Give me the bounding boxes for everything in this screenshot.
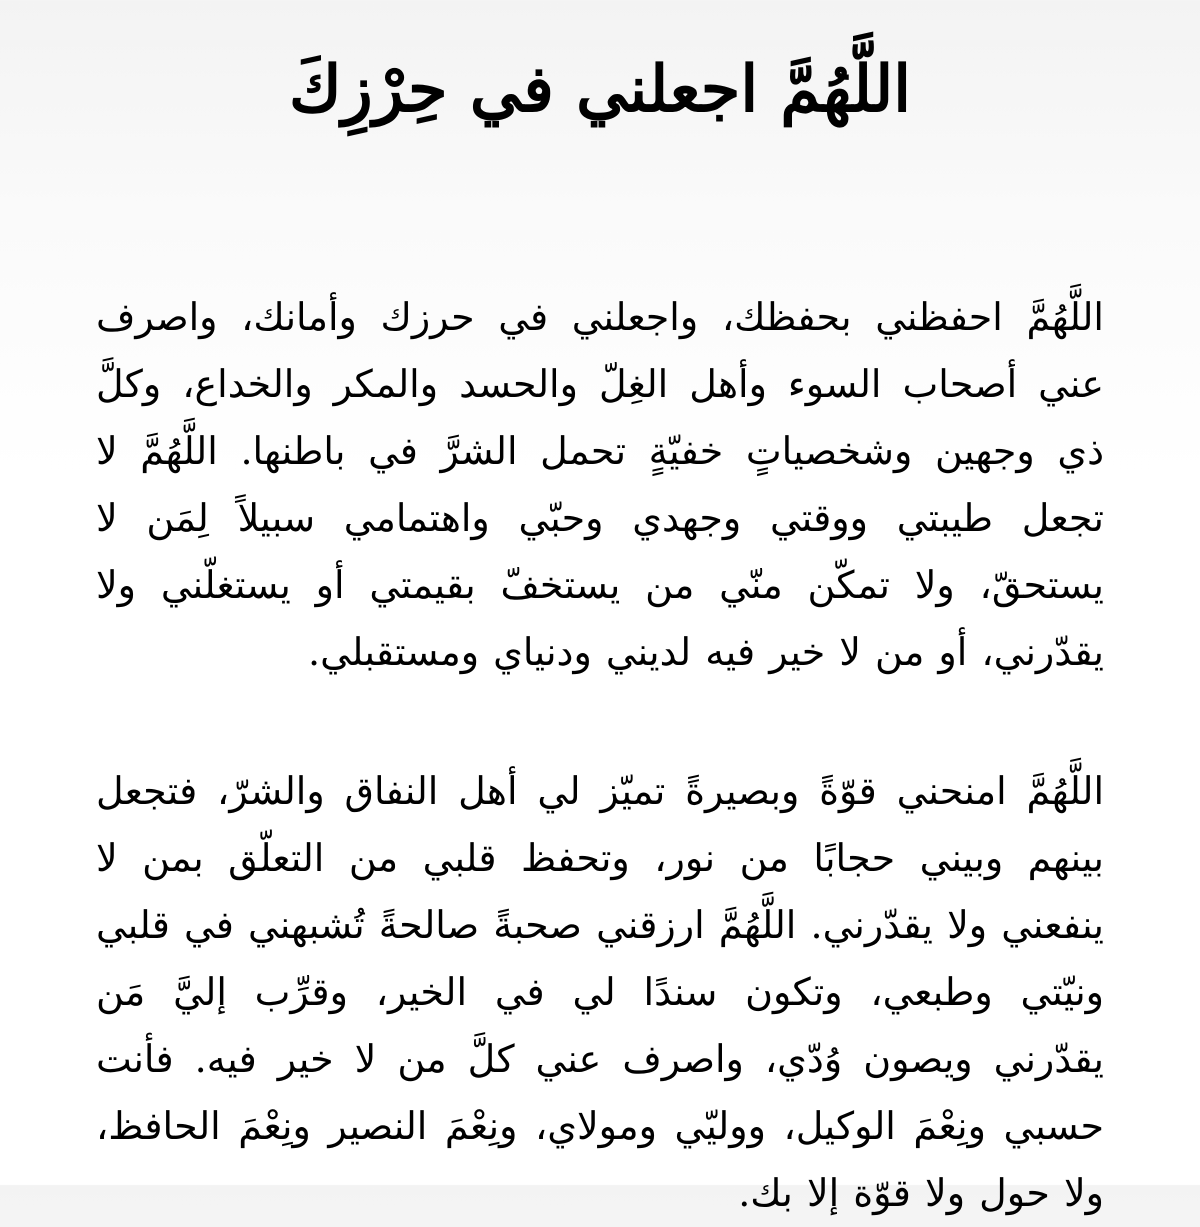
page-title: اللَّهُمَّ اجعلني في حِرْزِكَ	[289, 52, 911, 127]
paragraph-protection-from-evil: اللَّهُمَّ احفظني بحفظك، واجعلني في حرزك وأمانك، واصرف عني أصحاب السوء وأهل الغِلّ والحسد والمكر والخداع، وكلَّ ذي وجهين وشخصياتٍ خفيّةٍ تحمل الشرَّ في باطنها. اللَّهُمَّ لا تجعل طيبتي ووقتي وجهدي وحبّي واهتمامي سبيلاً لِمَن لا يستحقّ، ولا تمكّن منّي من يستخفّ بقيمتي أو يستغلّني ولا يقدّرني، أو من لا خير فيه لديني ودنياي ومستقبلي.	[96, 295, 1104, 674]
paragraph-strength-and-companionship: اللَّهُمَّ امنحني قوّةً وبصيرةً تميّز لي أهل النفاق والشرّ، فتجعل بينهم وبيني حجابًا من نور، وتحفظ قلبي من التعلّق بمن لا ينفعني ولا يقدّرني. اللَّهُمَّ ارزقني صحبةً صالحةً تُشبهني في قلبي ونيّتي وطبعي، وتكون سندًا لي في الخير، وقرِّب إليَّ مَن يقدّرني ويصون وُدّي، واصرف عني كلَّ من لا خير فيه. فأنت حسبي ونِعْمَ الوكيل، ووليّي ومولاي، ونِعْمَ النصير ونِعْمَ الحافظ، ولا حول ولا قوّة إلا بك.	[96, 769, 1104, 1215]
